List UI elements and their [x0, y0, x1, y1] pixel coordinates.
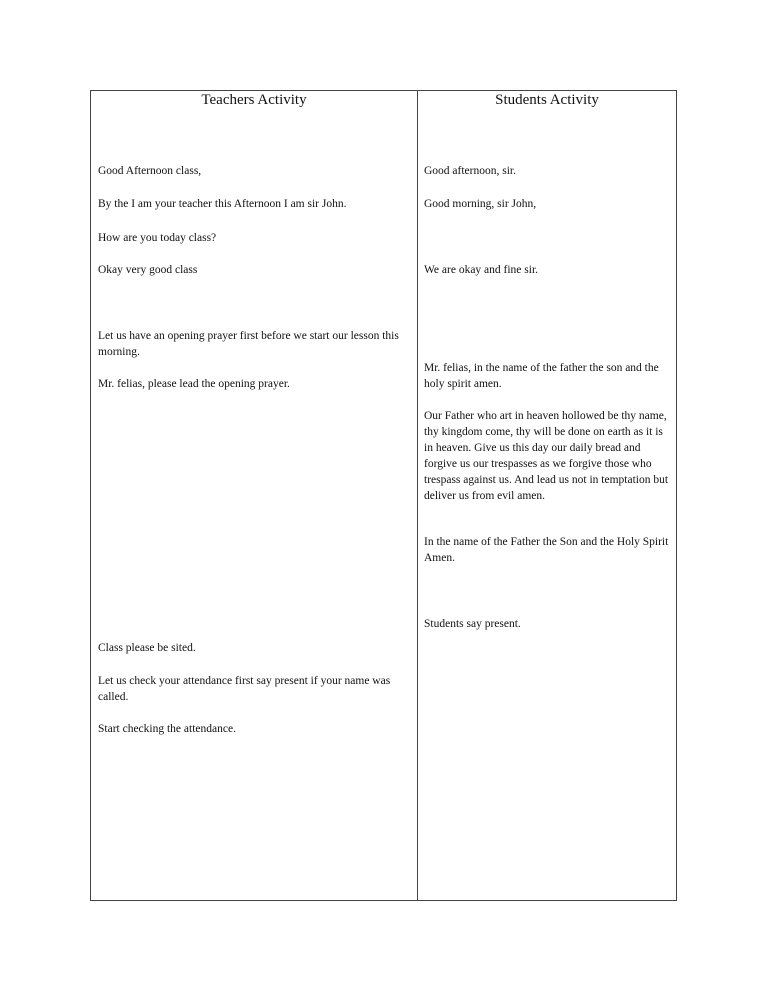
teacher-line: Let us have an opening prayer first before we start our lesson this morning.	[98, 330, 399, 358]
students-column	[418, 91, 676, 900]
students-activity-header: Students Activity	[495, 92, 599, 108]
student-line: Mr. felias, in the name of the father the son and the holy spirit amen.	[424, 362, 659, 390]
student-line: We are okay and fine sir.	[424, 264, 539, 276]
activity-table	[90, 90, 677, 901]
teacher-line: Let us check your attendance first say present if your name was called.	[98, 675, 391, 703]
teachers-activity-header: Teachers Activity	[201, 92, 307, 108]
student-line: In the name of the Father the Son and the Holy Spirit Amen.	[424, 536, 669, 564]
teachers-column	[91, 91, 417, 900]
teacher-line: How are you today class?	[98, 232, 217, 244]
student-line: Students say present.	[424, 618, 521, 630]
teacher-line: Class please be sited.	[98, 642, 196, 654]
teacher-line: Good Afternoon class,	[98, 165, 202, 177]
teacher-line: By the I am your teacher this Afternoon I am sir John.	[98, 198, 347, 210]
student-line: Our Father who art in heaven hollowed be thy name, thy kingdom come, thy will be done on earth as it is in heaven. Give us this day our daily bread and forgive us our trespasses as we forgive those who trespass against us. And lead us not in temptation but deliver us from evil amen.	[424, 410, 669, 502]
student-line: Good afternoon, sir.	[424, 165, 516, 177]
teacher-line: Start checking the attendance.	[98, 723, 236, 735]
student-line: Good morning, sir John,	[424, 198, 537, 210]
teacher-line: Okay very good class	[98, 264, 198, 276]
teacher-line: Mr. felias, please lead the opening prayer.	[98, 378, 290, 390]
